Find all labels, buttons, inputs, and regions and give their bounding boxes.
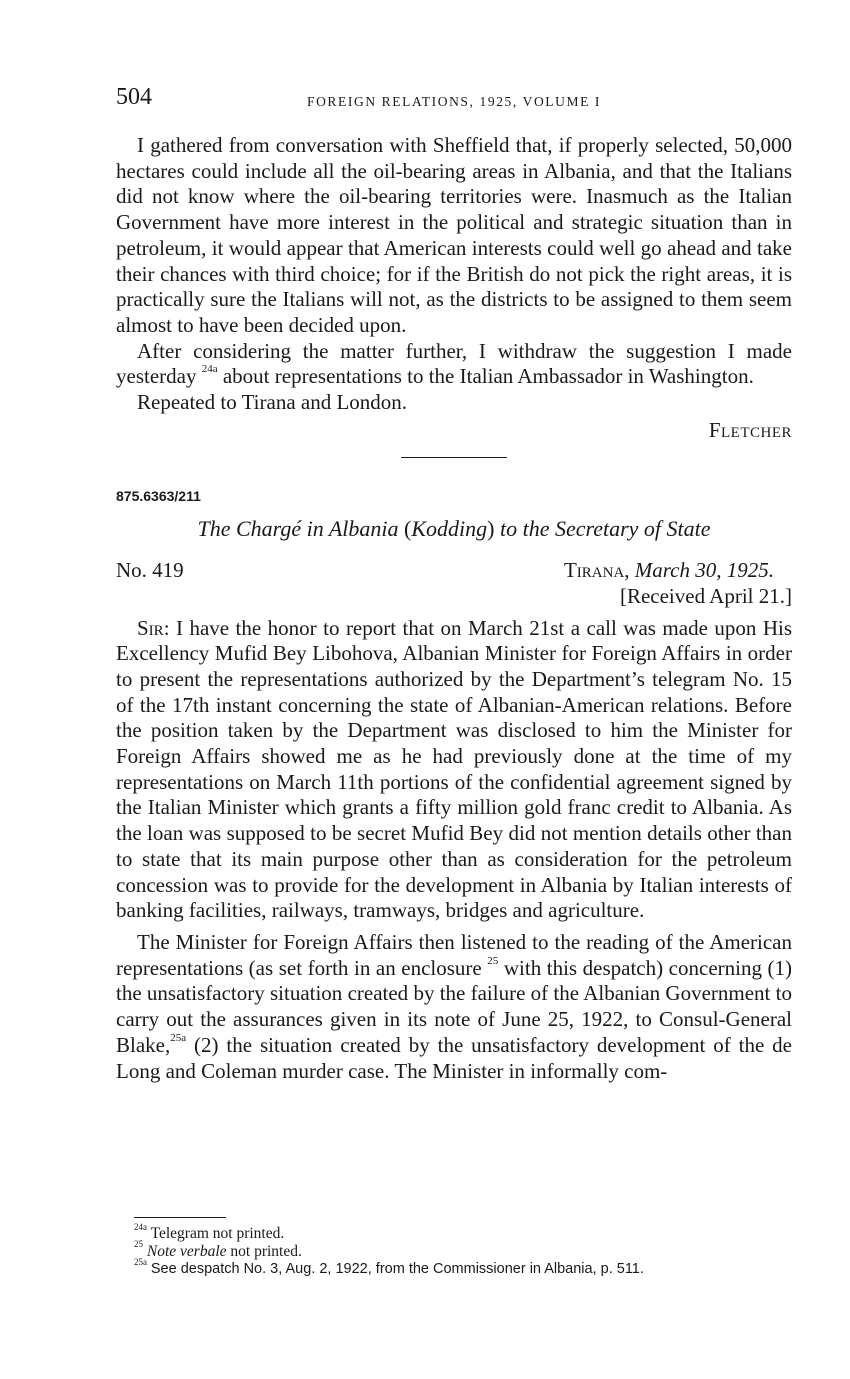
page-header — [116, 84, 792, 124]
received-date: [Received April 21.] — [619, 583, 792, 608]
footnote — [134, 1256, 794, 1279]
date: March 30, 1925. — [634, 557, 774, 582]
running-head: FOREIGN RELATIONS, 1925, VOLUME I — [306, 94, 602, 109]
paragraph-text: The Minister for Foreign Affairs then listened to the reading of the American representations (as set forth in an enclosure — [116, 929, 792, 980]
paragraph — [116, 616, 792, 924]
footnote — [134, 1239, 794, 1261]
footnote-italic: Note verbale — [146, 1242, 227, 1260]
paragraph — [116, 930, 792, 1084]
footnote-text: not printed. — [230, 1242, 302, 1260]
page-number: 504 — [116, 84, 152, 110]
footnote-text: Telegram not printed. — [150, 1225, 285, 1242]
document-number: No. 419 — [116, 557, 184, 582]
paragraph-text: After considering the matter further, I withdraw the suggestion I made yesterday — [116, 338, 792, 389]
place-date — [564, 558, 774, 584]
footnote-mark: 25 — [134, 1239, 143, 1250]
paragraph — [116, 339, 792, 390]
title-text: The Chargé in Albania — [197, 516, 399, 542]
paragraph-text: (2) the situation created by the unsatisfactory development of the de Long and Coleman murder case. The Minister in informally com- — [116, 1032, 792, 1083]
footnote — [134, 1221, 794, 1243]
title-text: to the Secretary of State — [499, 516, 711, 542]
footnote-mark: 24a — [134, 1221, 147, 1232]
paragraph-text: : I have the honor to report that on March 21st a call was made upon His Excellency Mufid Bey Libohova, Albanian Minister for Foreign Affairs in order to present the representations authorized by the Department’s telegram No. 15 of the 17th instant concerning the state of Albanian-American relations. Before the position taken by the Department was disclosed to him the Minister for Foreign Affairs showed me as he had previously done at the time of my representations on March 11th portions of the confidential agreement signed by the Italian Minister which grants a fifty million gold franc credit to Albania. As the loan was supposed to be secret Mufid Bey did not mention details other than to state that its main purpose other than as consideration for the petroleum concession was to provide for the development in Albania by Italian interests of banking facilities, railways, tramways, bridges and agriculture. — [116, 615, 792, 923]
footnote-ref: 25a — [170, 1031, 187, 1044]
dateline — [116, 558, 792, 584]
salutation: Sir — [137, 615, 164, 640]
page-body — [116, 133, 792, 1084]
paragraph: Repeated to Tirana and London. — [137, 390, 408, 415]
footnote-divider — [134, 1217, 226, 1218]
footnote-ref: 24a — [201, 363, 218, 376]
file-number: 875.6363/211 — [116, 488, 201, 505]
paragraph: I gathered from conversation with Sheffield that, if properly selected, 50,000 hectares could include all the oil-bearing areas in Albania, and that the Italians did not know where the oil-bearing territories were. Inasmuch as the Italian Government have more interest in the political and strategic situation than in petroleum, it would appear that American interests could well go ahead and take their chances with third choice; for if the British do not pick the right areas, it is practically sure the Italians will not, as the districts to be assigned to them seem almost to have been decided upon. — [116, 133, 792, 337]
document-title: The Chargé in Albania (Kodding) to the Secretary of State — [197, 516, 711, 542]
footnote-text: See despatch No. 3, Aug. 2, 1922, from the Commissioner in Albania, p. 511. — [150, 1261, 644, 1277]
footnotes — [134, 1221, 794, 1279]
footnote-mark: 25a — [134, 1256, 147, 1267]
section-divider — [401, 457, 507, 458]
signature: Fletcher — [708, 417, 792, 442]
title-name: Kodding — [411, 516, 488, 542]
footnote-ref: 25 — [487, 954, 499, 967]
paragraph-text: with this despatch) concerning (1) the unsatisfactory situation created by the failure of the Albanian Government to carry out the assurances given in its note of June 25, 1922, to Consul-General Blake, — [116, 955, 793, 1057]
place: Tirana, — [563, 557, 630, 582]
paragraph-text: about representations to the Italian Ambassador in Washington. — [222, 364, 754, 389]
